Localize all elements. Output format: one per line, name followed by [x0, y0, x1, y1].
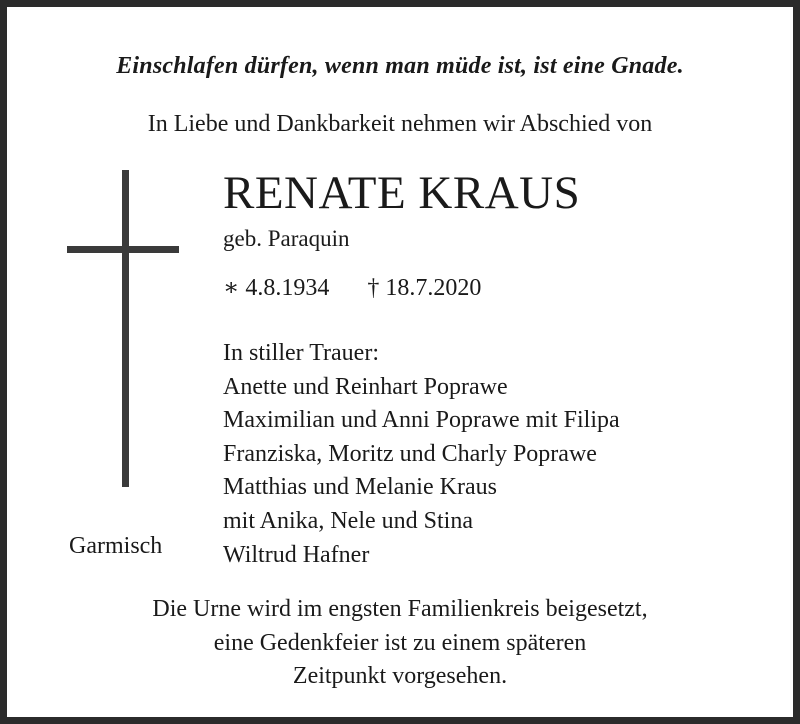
mourner-line: Wiltrud Hafner — [223, 541, 370, 568]
closing-text — [7, 593, 793, 694]
motto: Einschlafen dürfen, wenn man müde ist, ist eine Gnade. — [116, 53, 684, 79]
closing-line: Zeitpunkt vorgesehen. — [292, 663, 508, 689]
birth-date: 4.8.1934 — [245, 275, 330, 301]
birth-symbol: ∗ — [223, 275, 240, 301]
mourner-line: mit Anika, Nele und Stina — [223, 507, 473, 534]
deceased-name: RENATE KRAUS — [223, 167, 581, 219]
death-symbol: † — [367, 275, 380, 301]
mourner-line: Franziska, Moritz und Charly Poprawe — [223, 440, 597, 467]
maiden-name: geb. Paraquin — [223, 226, 350, 251]
mourners-heading: In stiller Trauer: — [223, 340, 379, 366]
intro-line: In Liebe und Dankbarkeit nehmen wir Abschied von — [147, 111, 653, 137]
cross-icon-beam — [67, 246, 179, 253]
mourner-line: Matthias und Melanie Kraus — [223, 474, 497, 501]
life-dates — [223, 273, 481, 302]
death-date: 18.7.2020 — [385, 275, 482, 301]
mourner-line: Anette und Reinhart Poprawe — [223, 373, 508, 400]
mourners-list — [223, 337, 620, 572]
cross-icon — [122, 170, 129, 487]
mourner-line: Maximilian und Anni Poprawe mit Filipa — [223, 407, 620, 434]
closing-line: eine Gedenkfeier ist zu einem späteren — [213, 629, 587, 656]
closing-line: Die Urne wird im engsten Familienkreis beigesetzt, — [152, 596, 648, 622]
place-name: Garmisch — [69, 533, 163, 559]
